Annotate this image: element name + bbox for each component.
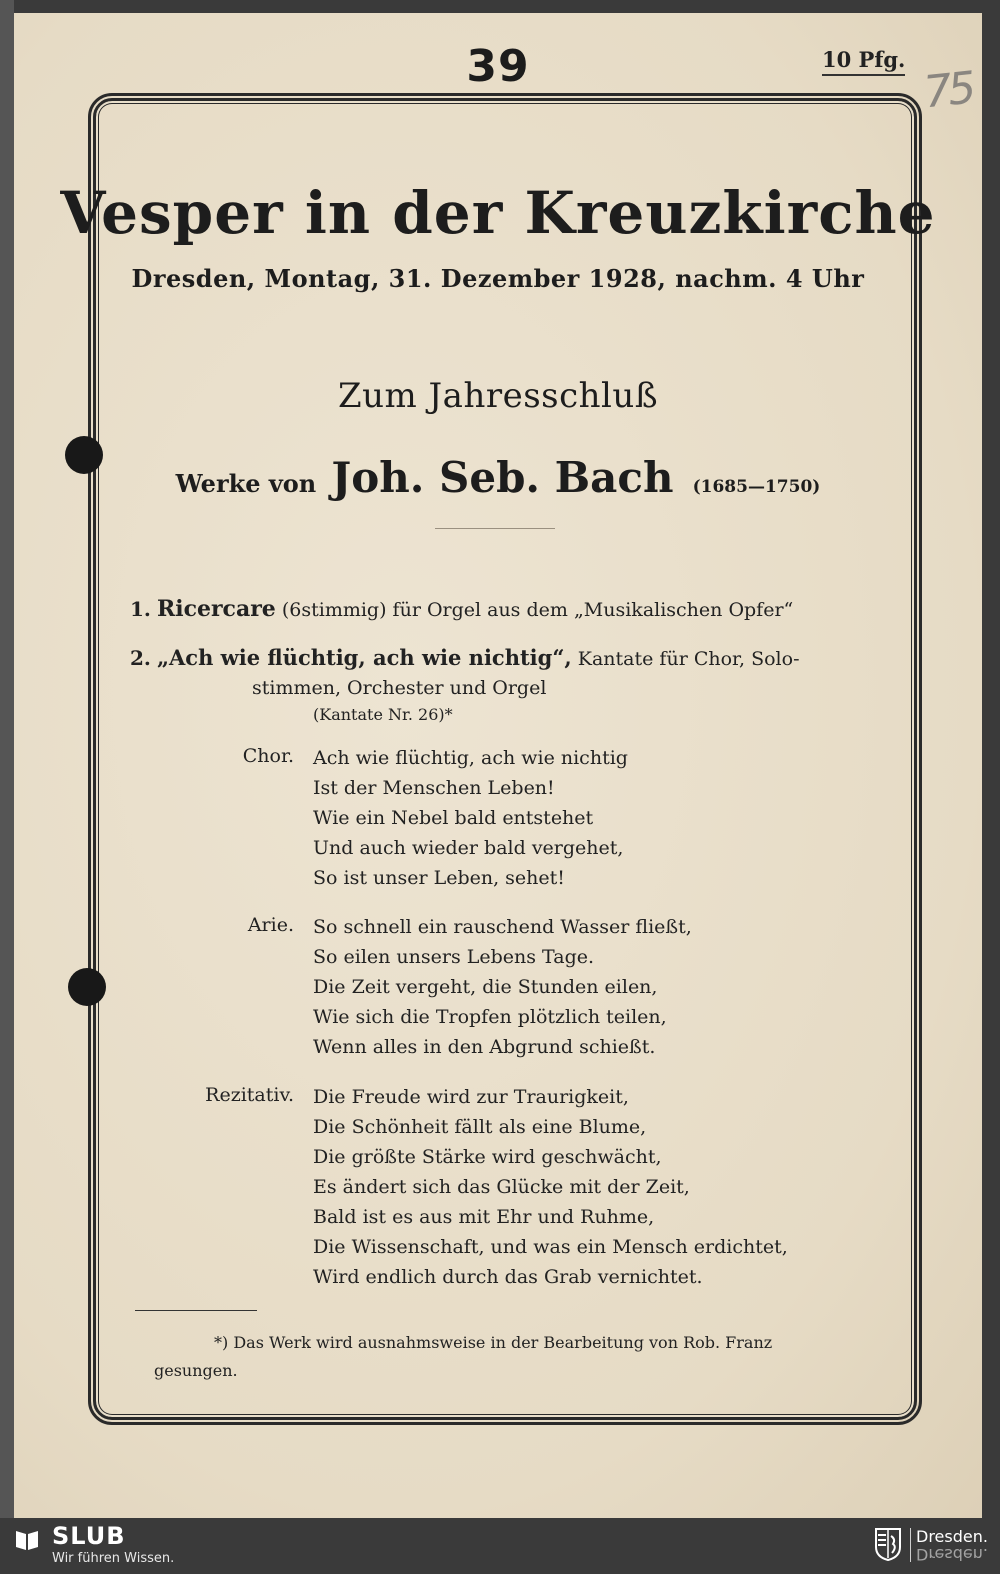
item-title: Ricercare — [156, 596, 276, 622]
pencil-annotation: 75 — [921, 62, 975, 119]
library-tagline: Wir führen Wissen. — [52, 1551, 175, 1566]
verse-chor — [313, 743, 628, 893]
cantata-reference: (Kantate Nr. 26)* — [313, 705, 453, 724]
main-title: Vesper in der Kreuzkirche — [60, 179, 936, 247]
item-detail: (6stimmig) für Orgel aus dem „Musikalischen Opfer“ — [281, 599, 794, 621]
page-number: 39 — [466, 41, 530, 92]
footer-separator — [910, 1528, 911, 1562]
verse-line: Bald ist es aus mit Ehr und Ruhme, — [313, 1206, 655, 1228]
scan-edge — [0, 0, 14, 1520]
verse-line: So ist unser Leben, sehet! — [313, 867, 565, 889]
verse-line: Ach wie flüchtig, ach wie nichtig — [313, 747, 628, 769]
city-name[interactable]: Dresden. — [916, 1527, 988, 1546]
section-label-rezitativ: Rezitativ. — [205, 1084, 294, 1106]
verse-line: Es ändert sich das Glücke mit der Zeit, — [313, 1176, 690, 1198]
viewer-footer-bar — [0, 1518, 1000, 1574]
verse-line: Wie sich die Tropfen plötzlich teilen, — [313, 1006, 667, 1028]
verse-line: So eilen unsers Lebens Tage. — [313, 946, 595, 968]
program-item-2 — [130, 645, 800, 670]
item-title: „Ach wie flüchtig, ach wie nichtig“, — [156, 645, 572, 670]
item-number: 1. — [130, 597, 151, 621]
city-name-reflection: Dresden. — [916, 1545, 988, 1564]
item-detail: Kantate für Chor, Solo- — [577, 648, 800, 670]
footnote-rule — [135, 1310, 257, 1311]
section-label-arie: Arie. — [247, 914, 294, 936]
slub-book-icon — [14, 1528, 40, 1552]
library-name[interactable]: SLUB — [52, 1522, 126, 1550]
price-label: 10 Pfg. — [822, 47, 905, 76]
verse-rezitativ — [313, 1082, 788, 1292]
verse-line: Wenn alles in den Abgrund schießt. — [313, 1036, 656, 1058]
verse-line: Wie ein Nebel bald entstehet — [313, 807, 594, 829]
verse-line: Ist der Menschen Leben! — [313, 777, 555, 799]
document-page — [14, 13, 982, 1518]
verse-arie — [313, 912, 692, 1062]
composer-name: Joh. Seb. Bach — [331, 453, 674, 502]
section-label-chor: Chor. — [242, 745, 294, 767]
program-item-1 — [130, 596, 793, 622]
verse-line: Die Freude wird zur Traurigkeit, — [313, 1086, 629, 1108]
works-prefix: Werke von — [175, 469, 317, 498]
punch-hole-bottom — [68, 968, 106, 1006]
date-line: Dresden, Montag, 31. Dezember 1928, nachm. 4 Uhr — [131, 264, 865, 293]
title-divider — [435, 528, 555, 529]
verse-line: Wird endlich durch das Grab vernichtet. — [313, 1266, 703, 1288]
verse-line: Die Wissenschaft, und was ein Mensch erdichtet, — [313, 1236, 788, 1258]
occasion-heading: Zum Jahresschluß — [337, 376, 659, 416]
item-detail-continued: stimmen, Orchester und Orgel — [252, 677, 547, 699]
verse-line: Die Schönheit fällt als eine Blume, — [313, 1116, 647, 1138]
verse-line: Und auch wieder bald vergehet, — [313, 837, 624, 859]
verse-line: Die Zeit vergeht, die Stunden eilen, — [313, 976, 658, 998]
verse-line: Die größte Stärke wird geschwächt, — [313, 1146, 662, 1168]
item-number: 2. — [130, 646, 151, 670]
works-line — [14, 453, 982, 502]
dresden-crest-icon[interactable] — [874, 1527, 902, 1561]
verse-line: So schnell ein rauschend Wasser fließt, — [313, 916, 692, 938]
footnote: *) Das Werk wird ausnahmsweise in der Bearbeitung von Rob. Franz gesungen. — [154, 1333, 773, 1380]
composer-years: (1685—1750) — [692, 477, 821, 497]
